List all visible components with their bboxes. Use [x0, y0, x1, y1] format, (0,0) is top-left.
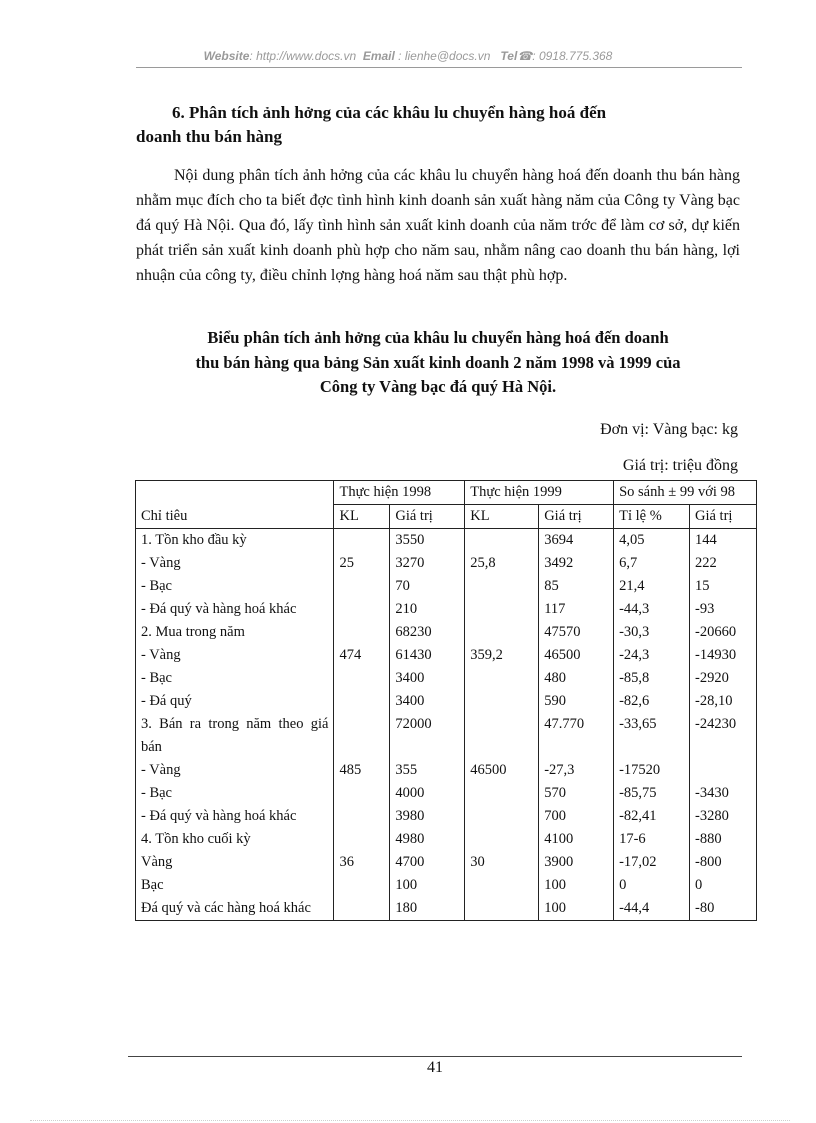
website-label: Website — [203, 49, 250, 63]
row-cell — [465, 713, 539, 759]
row-cell: 359,2 — [465, 644, 539, 667]
row-label: - Vàng — [136, 552, 334, 575]
row-cell — [334, 529, 390, 553]
row-cell: -44,4 — [614, 897, 690, 921]
row-cell: -82,6 — [614, 690, 690, 713]
table-row — [136, 805, 757, 828]
header-kl-1998: KL — [334, 505, 390, 529]
row-cell: 3550 — [390, 529, 465, 553]
data-table — [135, 480, 757, 921]
row-cell: 474 — [334, 644, 390, 667]
heading-line-2: doanh thu bán hàng — [136, 127, 283, 146]
row-cell: -27,3 — [539, 759, 614, 782]
row-cell: 47570 — [539, 621, 614, 644]
header-divider — [136, 67, 742, 68]
header-indicator: Chỉ tiêu — [136, 481, 334, 529]
table-row — [136, 851, 757, 874]
row-cell: 0 — [614, 874, 690, 897]
row-cell: 100 — [539, 897, 614, 921]
row-label: - Bạc — [136, 575, 334, 598]
tel-label: Tel — [500, 49, 518, 63]
row-cell — [465, 529, 539, 553]
table-row — [136, 897, 757, 921]
caption-line-3: Công ty Vàng bạc đá quý Hà Nội. — [319, 377, 557, 396]
row-cell — [334, 874, 390, 897]
row-cell — [465, 667, 539, 690]
row-cell — [334, 575, 390, 598]
email-label: Email — [362, 49, 395, 63]
row-cell — [334, 690, 390, 713]
row-cell: 36 — [334, 851, 390, 874]
row-cell: 590 — [539, 690, 614, 713]
row-cell: -17520 — [614, 759, 690, 782]
row-label: Đá quý và các hàng hoá khác — [136, 897, 334, 921]
row-cell: 47.770 — [539, 713, 614, 759]
row-label: - Đá quý và hàng hoá khác — [136, 598, 334, 621]
header-group-compare: So sánh ± 99 với 98 — [614, 481, 757, 505]
row-cell — [465, 598, 539, 621]
row-cell — [334, 805, 390, 828]
row-cell: 15 — [690, 575, 757, 598]
body-paragraph: Nội dung phân tích ảnh hởng của các khâu lu chuyển hàng hoá đến doanh thu bán hàng nhằm mục đích cho ta biết đợc tình hình kinh doanh sản xuất hàng năm của Công ty Vàng bạc đá quý Hà Nội. Qua đó, lấy tình hình sản xuất kinh doanh của năm trớc để làm cơ sở, dự kiến phát triển sản xuất kinh doanh phù hợp cho năm sau, nhằm nâng cao doanh thu bán hàng, lợi nhuận của công ty, điều chỉnh lợng hàng hoá năm sau thật phù hợp. — [136, 167, 740, 284]
row-cell — [334, 667, 390, 690]
row-cell: 700 — [539, 805, 614, 828]
row-label: - Đá quý — [136, 690, 334, 713]
row-cell: -17,02 — [614, 851, 690, 874]
footer-divider — [128, 1056, 742, 1057]
unit-note-weight: Đơn vị: Vàng bạc: kg — [600, 421, 738, 438]
row-cell: 4980 — [390, 828, 465, 851]
page-header — [0, 49, 816, 63]
table-row — [136, 713, 757, 759]
row-cell — [465, 805, 539, 828]
row-cell: 355 — [390, 759, 465, 782]
row-cell: 46500 — [539, 644, 614, 667]
row-cell: 485 — [334, 759, 390, 782]
table-row — [136, 782, 757, 805]
row-cell: -85,8 — [614, 667, 690, 690]
table-row — [136, 529, 757, 553]
row-cell: 3400 — [390, 690, 465, 713]
table-row — [136, 598, 757, 621]
row-cell: 210 — [390, 598, 465, 621]
row-cell: -20660 — [690, 621, 757, 644]
header-rate: Tỉ lệ % — [614, 505, 690, 529]
row-cell: -880 — [690, 828, 757, 851]
row-label: - Vàng — [136, 644, 334, 667]
row-cell: 25 — [334, 552, 390, 575]
row-cell: -44,3 — [614, 598, 690, 621]
table-row — [136, 759, 757, 782]
row-label: 3. Bán ra trong năm theo giá bán — [136, 713, 334, 759]
header-kl-1999: KL — [465, 505, 539, 529]
row-cell: -85,75 — [614, 782, 690, 805]
row-cell: 30 — [465, 851, 539, 874]
row-cell: 4,05 — [614, 529, 690, 553]
row-cell — [334, 713, 390, 759]
row-cell: 61430 — [390, 644, 465, 667]
table-row — [136, 828, 757, 851]
row-cell: 3980 — [390, 805, 465, 828]
row-cell — [334, 621, 390, 644]
row-cell: 144 — [690, 529, 757, 553]
page-number: 41 — [427, 1059, 443, 1076]
row-cell: 180 — [390, 897, 465, 921]
caption-line-2: thu bán hàng qua bảng Sản xuất kinh doanh 2 năm 1998 và 1999 của — [195, 352, 681, 372]
row-cell: -33,65 — [614, 713, 690, 759]
row-cell — [465, 782, 539, 805]
table-caption — [136, 326, 740, 400]
row-cell: 100 — [539, 874, 614, 897]
row-cell: 570 — [539, 782, 614, 805]
row-cell: 6,7 — [614, 552, 690, 575]
row-cell: 100 — [390, 874, 465, 897]
row-cell: 17-6 — [614, 828, 690, 851]
row-cell — [465, 690, 539, 713]
row-cell: 70 — [390, 575, 465, 598]
row-cell: 480 — [539, 667, 614, 690]
unit-note-value: Giá trị: triệu đồng — [622, 457, 738, 474]
section-heading — [136, 101, 740, 149]
row-cell: 4000 — [390, 782, 465, 805]
heading-line-1: 6. Phân tích ảnh hởng của các khâu lu chuyển hàng hoá đến — [172, 103, 607, 122]
row-cell: -14930 — [690, 644, 757, 667]
row-cell: 85 — [539, 575, 614, 598]
row-cell: -800 — [690, 851, 757, 874]
row-label: - Vàng — [136, 759, 334, 782]
row-cell: 4100 — [539, 828, 614, 851]
row-cell: 117 — [539, 598, 614, 621]
row-cell: 3400 — [390, 667, 465, 690]
row-label: 4. Tồn kho cuối kỳ — [136, 828, 334, 851]
header-group-1999: Thực hiện 1999 — [465, 481, 614, 505]
row-cell: -93 — [690, 598, 757, 621]
row-cell: -80 — [690, 897, 757, 921]
tel-value: ☎: 0918.775.368 — [517, 49, 613, 63]
row-cell: -2920 — [690, 667, 757, 690]
row-cell — [465, 897, 539, 921]
table-row — [136, 644, 757, 667]
row-cell: 25,8 — [465, 552, 539, 575]
row-cell: 3270 — [390, 552, 465, 575]
row-cell — [465, 575, 539, 598]
table-body — [136, 529, 757, 921]
table-row — [136, 621, 757, 644]
header-value-diff: Giá trị — [690, 505, 757, 529]
row-label: - Đá quý và hàng hoá khác — [136, 805, 334, 828]
row-cell: -3280 — [690, 805, 757, 828]
row-cell: -24,3 — [614, 644, 690, 667]
row-label: Bạc — [136, 874, 334, 897]
row-cell: 222 — [690, 552, 757, 575]
row-cell — [465, 828, 539, 851]
table-row — [136, 690, 757, 713]
header-value-1998: Giá trị — [390, 505, 465, 529]
row-cell: -3430 — [690, 782, 757, 805]
row-cell: 72000 — [390, 713, 465, 759]
header-group-1998: Thực hiện 1998 — [334, 481, 465, 505]
row-cell — [465, 874, 539, 897]
row-cell — [334, 782, 390, 805]
email-value: : lienhe@docs.vn — [394, 49, 491, 63]
row-cell: 21,4 — [614, 575, 690, 598]
row-cell: -82,41 — [614, 805, 690, 828]
row-label: 2. Mua trong năm — [136, 621, 334, 644]
row-cell — [334, 598, 390, 621]
row-cell: 46500 — [465, 759, 539, 782]
bottom-dotted-rule — [30, 1120, 790, 1121]
row-cell: 3492 — [539, 552, 614, 575]
row-label: - Bạc — [136, 667, 334, 690]
row-cell: 68230 — [390, 621, 465, 644]
row-cell: -24230 — [690, 713, 757, 759]
row-cell: 3900 — [539, 851, 614, 874]
row-cell — [334, 897, 390, 921]
row-cell — [690, 759, 757, 782]
table-row — [136, 575, 757, 598]
table-row — [136, 874, 757, 897]
caption-line-1: Biểu phân tích ảnh hởng của khâu lu chuyển hàng hoá đến doanh — [207, 328, 669, 347]
row-label: 1. Tồn kho đầu kỳ — [136, 529, 334, 553]
row-cell: 4700 — [390, 851, 465, 874]
row-cell: -28,10 — [690, 690, 757, 713]
table-row — [136, 667, 757, 690]
row-cell: 0 — [690, 874, 757, 897]
row-cell: -30,3 — [614, 621, 690, 644]
row-cell — [334, 828, 390, 851]
table-row — [136, 552, 757, 575]
row-cell: 3694 — [539, 529, 614, 553]
table-header-row-1 — [136, 481, 757, 505]
website-value: : http://www.docs.vn — [249, 49, 357, 63]
row-label: Vàng — [136, 851, 334, 874]
header-value-1999: Giá trị — [539, 505, 614, 529]
row-label: - Bạc — [136, 782, 334, 805]
row-cell — [465, 621, 539, 644]
